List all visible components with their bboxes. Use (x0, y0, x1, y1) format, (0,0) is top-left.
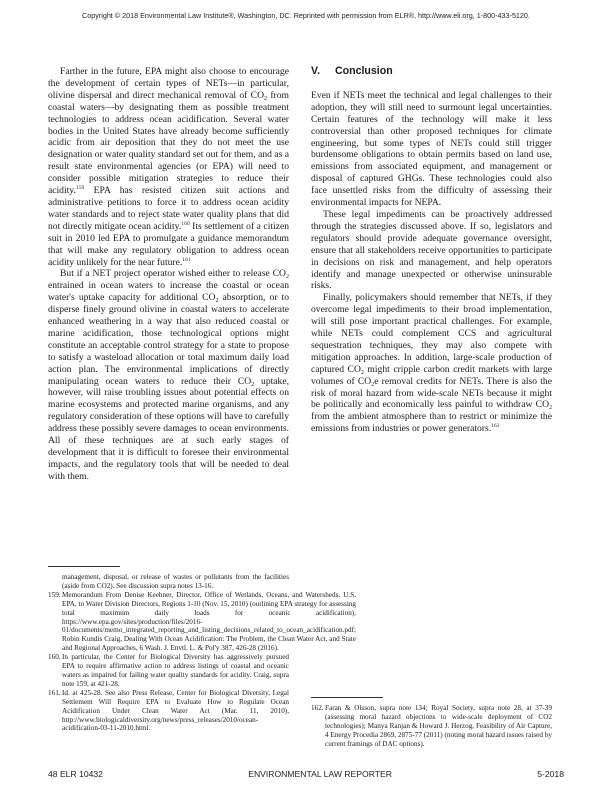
footnote-continuation: management, disposal, or release of wastes or pollutants from the facilities (aside from CO2). See discussion supra notes 13-16. (62, 573, 289, 590)
footnote-ref[interactable]: 159 (75, 185, 85, 192)
page-footer (48, 769, 564, 779)
paragraph: But if a NET project operator wished either to release $CO_2$ entrained in ocean waters to increase the coastal or ocean water's uptake capacity for additional $CO_2$ absorption, or to disperse finely ground olivine in coastal waters to accelerate enhanced weathering in a way that also reduced coastal or marine acidification, those technological options might constitute an acceptable control strategy for a state to propose to satisfy a wasteload allocation or total maximum daily load action plan. The environmental implications of directly manipulating ocean waters to reduce their $CO_2$ uptake, however, will raise troubling issues about potential effects on marine ecosystems and protected marine organisms, and any regulatory consideration of these options will have to carefully address these possibly severe damages to ocean environments. All of these techniques are at such early stages of development that it is difficult to foresee their environmental impacts, and the regulatory tools that will be needed to deal with them. (48, 268, 289, 482)
paragraph: Farther in the future, EPA might also choose to encourage the development of certain types of NETs—in particular, olivine dispersal and direct mechanical removal of $CO_2$ from coastal waters—by designating them as possible treatment technologies to address ocean acidification. Several water bodies in the United States have already become sufficiently acidic from air deposition that they do not meet the use designation or water quality standard set out for them, and as a result state environmental agencies (or EPA) will need to consider possible mitigation strategies to reduce their acidity.$^{159}$ EPA has resisted citizen suit actions and administrative petitions to force it to address ocean acidity water standards and to reject state water quality plans that did not directly mitigate ocean acidity.$^{160}$ Its settlement of a citizen suit in 2010 led EPA to promulgate a guidance memorandum that will make any regulatory obligation to address ocean acidity unlikely for the near future.$^{161}$ (48, 66, 290, 268)
footnote-ref[interactable]: 160 (181, 220, 190, 227)
footnote: 161. Id. at 425-28. See also Press Release, Center for Biological Diversity, Legal Settlement Will Require EPA to Evaluate How to Regulate Ocean Acidification Under Clean Water Act (Mar. 11, 2010), http://www.biologicaldiversity.org/news/press_releases/2010/ocean-acidification-03-11-2010.html. (48, 688, 289, 733)
page-number: 48 ELR 10432 (48, 769, 103, 779)
footnote-ref[interactable]: 161 (182, 256, 191, 263)
section-heading: V. Conclusion (311, 65, 393, 77)
paragraph: Finally, policymakers should remember that NETs, if they overcome legal impediments to their broad implementation, will still pose important practical challenges. For example, while NETs could complement CCS and agricultural sequestration techniques, they may also compete with mitigation approaches. In addition, large-scale production of captured $CO_2$ might cripple carbon credit markets with large volumes of $CO_2e$ removal credits for NETs. There is also the risk of moral hazard from wide-scale NETs because it might be politically and economically less painful to withdraw $CO_2$ from the ambient atmosphere than to restrict or minimize the emissions from industries or power generators.$^{162}$ (311, 292, 552, 435)
publication-name: ENVIRONMENTAL LAW REPORTER (248, 769, 392, 779)
left-column (48, 66, 289, 483)
paragraph: These legal impediments can be proactively addressed through the strategies discussed above. If so, legislators and regulators should provide adequate governance oversight, ensure that all stakeholders receive opportunities to participate in decisions on risk and management, and help operators identify and manage unexpected or otherwise uninsurable risks. (311, 208, 552, 292)
footnote-divider (48, 566, 120, 567)
footnote: 159. Memorandum From Denise Keehner, Director, Office of Wetlands, Oceans, and Watersheds, U.S. EPA, to Water Division Directors, Regions 1-10 (Nov. 15, 2010) (outlining EPA strategy for assessing total maximum daily loads for oceanic acidification), https://www.epa.gov/sites/production/files/2016-01/documents/memo_integrated_reporting_and_listing_decisions_related_to_ocean_acidification.pdf; Robin Kundis Craig, Dealing With Ocean Acidification: The Problem, the Clean Water Act, and State and Regional Approaches, 6 Wash. J. Envtl. L. & Pol'y 387, 426-28 (2016). (48, 590, 357, 653)
right-column (311, 66, 552, 435)
copyright-notice: Copyright © 2018 Environmental Law Institute®, Washington, DC. Reprinted with permission from ELR®, http://www.eli.org, 1-800-433-5120. (82, 11, 530, 20)
footnote: 162. Faran & Olsson, supra note 134; Royal Society, supra note 28, at 37-39 (assessing moral hazard objections to wide-scale deployment of CO2 technologies); Manya Ranjan & Howard J. Herzog, Feasibility of Air Capture, 4 Energy Procedia 2869, 2875-77 (2011) (noting moral hazard issues raised by current framings of DAC options). (311, 704, 552, 748)
paragraph: Even if NETs meet the technical and legal challenges to their adoption, they will still need to surmount legal uncertainties. Certain features of the technology will make it less controversial than other proposed techniques for climate engineering, but some types of NETs could still trigger burdensome obligations to obtain permits based on land use, emissions from associated equipment, and management or disposal of captured GHGs. These technologies could also face unsettled risks from the difficulty of assessing their environmental impacts for NEPA. (311, 89, 552, 209)
footnotes-right (311, 697, 552, 749)
footnote: 160. In particular, the Center for Biological Diversity has aggressively pursued EPA to require affirmative action to address listings of coastal and oceanic waters as impaired for failing water quality standards for acidity. Craig, supra note 159, at 421-28. (48, 653, 289, 688)
footnote-ref[interactable]: 162 (491, 423, 500, 430)
footnotes-left (48, 566, 357, 733)
issue-date: 5-2018 (537, 769, 564, 779)
footnote-divider (311, 697, 383, 698)
